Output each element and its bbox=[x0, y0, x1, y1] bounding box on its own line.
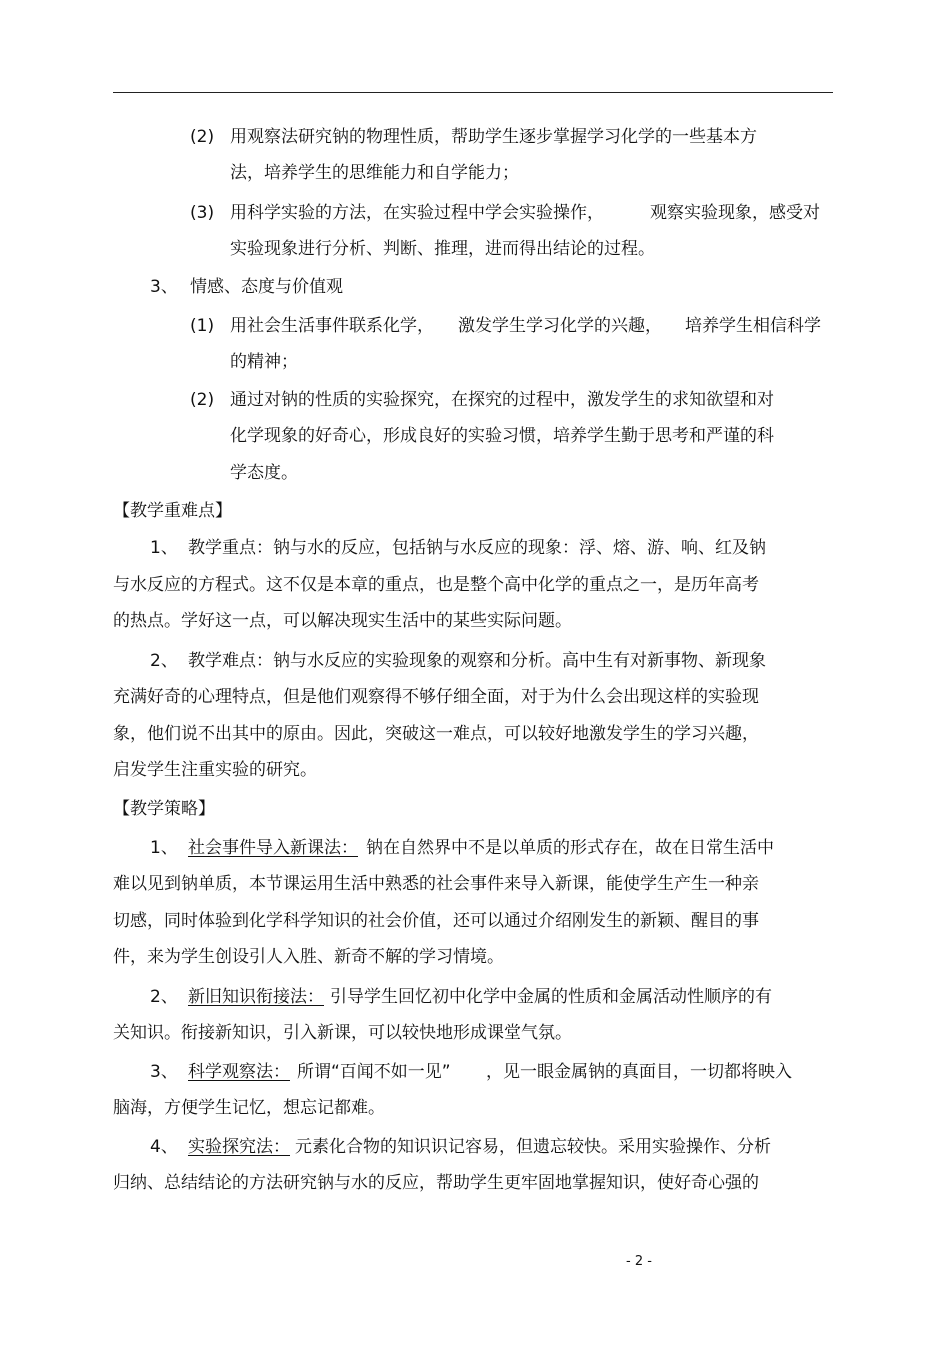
text-line: 难以见到钠单质，本节课运用生活中熟悉的社会事件来导入新课，能使学生产生一种亲 bbox=[113, 874, 759, 894]
text-line: 法，培养学生的思维能力和自学能力； bbox=[230, 163, 519, 183]
text-line: 脑海，方便学生记忆，想忘记都难。 bbox=[113, 1098, 385, 1118]
text-line: 教学重点：钠与水的反应，包括钠与水反应的现象：浮、熔、游、响、红及钠 bbox=[188, 538, 766, 558]
text-line: 培养学生相信科学 bbox=[685, 316, 821, 336]
item-number: (2) bbox=[190, 127, 215, 147]
text-line: 关知识。衔接新知识，引入新课，可以较快地形成课堂气氛。 bbox=[113, 1023, 572, 1043]
method-title: 新旧知识衔接法： bbox=[188, 987, 324, 1007]
item-number: (1) bbox=[190, 316, 215, 336]
text-line: 归纳、总结结论的方法研究钠与水的反应，帮助学生更牢固地掌握知识，使好奇心强的 bbox=[113, 1173, 759, 1193]
text-line: 教学难点：钠与水反应的实验现象的观察和分析。高中生有对新事物、新现象 bbox=[188, 651, 766, 671]
section-heading: 【教学策略】 bbox=[113, 799, 215, 819]
text-line: 用科学实验的方法，在实验过程中学会实验操作， bbox=[230, 203, 604, 223]
text-line: ，见一眼金属钠的真面目，一切都将映入 bbox=[486, 1062, 792, 1082]
paragraph-number: 4、 bbox=[150, 1137, 178, 1157]
text-line: 元素化合物的知识识记容易，但遗忘较快。采用实验操作、分析 bbox=[295, 1137, 771, 1157]
item-number: (3) bbox=[190, 203, 215, 223]
text-line: 充满好奇的心理特点，但是他们观察得不够仔细全面，对于为什么会出现这样的实验现 bbox=[113, 687, 759, 707]
section-heading: 【教学重难点】 bbox=[113, 501, 232, 521]
text-line: 的精神； bbox=[230, 352, 298, 372]
text-line: 件，来为学生创设引人入胜、新奇不解的学习情境。 bbox=[113, 947, 504, 967]
text-line: 激发学生学习化学的兴趣， bbox=[458, 316, 662, 336]
text-line: 启发学生注重实验的研究。 bbox=[113, 760, 317, 780]
text-line: 用社会生活事件联系化学， bbox=[230, 316, 434, 336]
text-line: 用观察法研究钠的物理性质，帮助学生逐步掌握学习化学的一些基本方 bbox=[230, 127, 757, 147]
method-title: 实验探究法： bbox=[188, 1137, 290, 1157]
method-title: 科学观察法： bbox=[188, 1062, 290, 1082]
text-line: 学态度。 bbox=[230, 463, 298, 483]
text-line: 钠在自然界中不是以单质的形式存在，故在日常生活中 bbox=[366, 838, 774, 858]
page-number: - 2 - bbox=[626, 1254, 652, 1269]
text-line: 引导学生回忆初中化学中金属的性质和金属活动性顺序的有 bbox=[330, 987, 772, 1007]
header-rule bbox=[113, 92, 833, 93]
text-line: 所谓“百闻不如一见” bbox=[297, 1062, 451, 1082]
method-title: 社会事件导入新课法： bbox=[188, 838, 358, 858]
section-title: 情感、态度与价值观 bbox=[190, 277, 343, 297]
text-line: 实验现象进行分析、判断、推理，进而得出结论的过程。 bbox=[230, 239, 655, 259]
paragraph-number: 1、 bbox=[150, 538, 178, 558]
text-line: 与水反应的方程式。这不仅是本章的重点，也是整个高中化学的重点之一，是历年高考 bbox=[113, 575, 759, 595]
text-line: 的热点。学好这一点，可以解决现实生活中的某些实际问题。 bbox=[113, 611, 572, 631]
text-line: 通过对钠的性质的实验探究，在探究的过程中，激发学生的求知欲望和对 bbox=[230, 390, 774, 410]
item-number: (2) bbox=[190, 390, 215, 410]
paragraph-number: 3、 bbox=[150, 1062, 178, 1082]
section-number: 3、 bbox=[150, 277, 178, 297]
text-line: 象，他们说不出其中的原由。因此，突破这一难点，可以较好地激发学生的学习兴趣， bbox=[113, 724, 759, 744]
paragraph-number: 2、 bbox=[150, 987, 178, 1007]
paragraph-number: 2、 bbox=[150, 651, 178, 671]
text-line: 观察实验现象，感受对 bbox=[650, 203, 820, 223]
paragraph-number: 1、 bbox=[150, 838, 178, 858]
text-line: 切感，同时体验到化学科学知识的社会价值，还可以通过介绍刚发生的新颖、醒目的事 bbox=[113, 911, 759, 931]
text-line: 化学现象的好奇心，形成良好的实验习惯，培养学生勤于思考和严谨的科 bbox=[230, 426, 774, 446]
